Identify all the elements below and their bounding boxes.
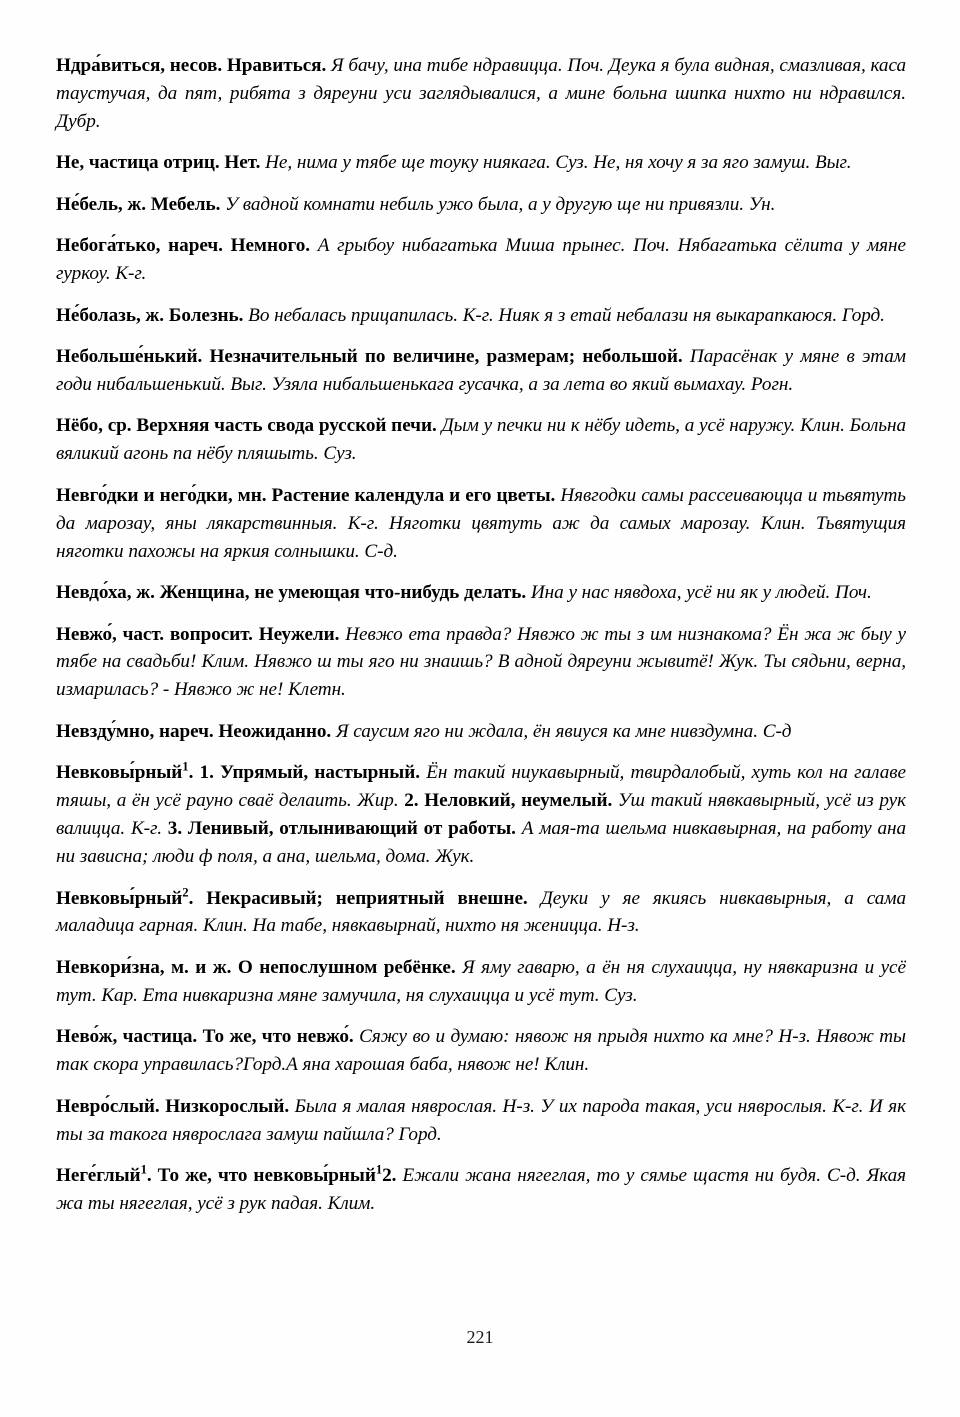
entry-quotations: Дым у печки ни к нёбу идеть, а усё наружу. Клин. Больна вяликий агонь па нёбу пляшыть. Суз.: [56, 415, 906, 465]
dictionary-entry: [56, 718, 906, 746]
dictionary-entry: [56, 482, 906, 566]
entry-quotations: Я яму гаварю, а ён ня слухаицца, ну нявкаризна и усё тут. Кар. Ета нивкаризна мяне замучила, ня слухаицца и усё тут. Суз.: [56, 956, 906, 1006]
dictionary-entry: [56, 621, 906, 705]
dictionary-entry: [56, 343, 906, 399]
entry-headword: Невго́дки и него́дки, мн. Растение календула и его цветы.: [56, 484, 556, 506]
entry-quotations: Невжо ета правда? Нявжо ж ты з им низнакома? Ён жа ж быу у тябе на свадьби! Клим. Нявжо ш ты яго ни знаишь? В адной дяреуни жывитё! Жук. Ты сядьни, верна, измарилась? - Нявжо ж не! Клетн.: [56, 623, 907, 701]
entry-quotations: А грыбоу нибагатька Миша прынес. Поч. Нябагатька сёлита у мяне гуркоу. К-г.: [56, 235, 906, 285]
entry-quotations: Я саусим яго ни ждала, ён явиуся ка мне нивздумна. С-д: [335, 720, 792, 742]
entry-headword: Невкори́зна, м. и ж. О непослушном ребёнке.: [56, 956, 456, 978]
dictionary-entry: [56, 191, 906, 219]
entry-quotations: У вадной комнати небиль ужо была, а у другую ще ни привязли. Ун.: [225, 193, 776, 215]
page-number: 221: [466, 1327, 494, 1347]
entry-headword: Невжо́, част. вопросит. Неужели.: [56, 623, 340, 645]
entry-quotations: Я бачу, ина тибе ндравицца. Поч. Деука я була видная, смазливая, каса таустучая, да пят, рибята з дяреуни уси заглядывалися, а мине больна шипка нихто ни ндравился. Дубр.: [56, 55, 906, 132]
entry-quotations: Не, нима у тябе ще тоуку ниякага. Суз. Не, ня хочу я за яго замуш. Выг.: [265, 152, 852, 174]
entry-column: [56, 52, 906, 1218]
dictionary-entry: [56, 1023, 906, 1079]
entry-headword: Нево́ж, частица. То же, что невжо́.: [56, 1026, 354, 1048]
entry-quotations: Парасёнак у мяне в этам годи нибальшенький. Выг. Узяла нибальшенькага гусачка, а за лета во який вымахау. Рогн.: [56, 346, 906, 395]
entry-headword: Небольше́нький. Незначительный по величине, размерам; небольшой.: [56, 346, 683, 367]
entry-quotations: Нявгодки самы рассеиваюцца и тьвятуть да марозау, яны лякарствинныя. К-г. Няготки цвятуть аж да самых марозау. Клин. Тьвятущия няготки пахожы на яркия солнышки. С-д.: [56, 484, 906, 562]
dictionary-entry: [56, 885, 906, 941]
entry-quote-sense-1: Ён такий ниукавырный, твирдалобый, хуть кол на галаве тяшы, а ён усё рауно сваё делаить. Жир.: [56, 762, 906, 812]
dictionary-entry: [56, 954, 906, 1010]
dictionary-entry: [56, 149, 906, 177]
entry-headword: Невдо́ха, ж. Женщина, не умеющая что-нибудь делать.: [56, 582, 527, 604]
entry-headword: Неге́глый$^1$. То же, что невковы́рный$^1$2.: [56, 1162, 397, 1186]
dictionary-entry: [56, 1093, 906, 1149]
entry-quotations: Ина у нас нявдоха, усё ни як у людей. Поч.: [530, 582, 872, 604]
dictionary-entry: [56, 232, 906, 288]
dictionary-entry: [56, 412, 906, 468]
entry-quotations: Была я малая няврослая. Н-з. У их парода такая, уси няврослыя. К-г. И як ты за такога няврослага замуш пайшла? Горд.: [56, 1095, 907, 1145]
entry-headword: Не́болазь, ж. Болезнь.: [56, 304, 244, 326]
dictionary-entry-multisense: [56, 759, 906, 871]
entry-headword: Невковы́рный$^1$. 1. Упрямый, настырный.: [56, 759, 420, 784]
entry-quotations: Во небалась прицапилась. К-г. Нияк я з етай небалази ня выкарапкаюся. Горд.: [248, 304, 885, 326]
dictionary-entry: [56, 302, 906, 330]
dictionary-entry: [56, 1162, 906, 1218]
entry-headword: Ндра́виться, несов. Нравиться.: [56, 55, 327, 76]
entry-quotations: Деуки у яе якиясь нивкавырныя, а сама маладица гарная. Клин. На табе, нявкавырнай, нихто ня женицца. Н-з.: [56, 887, 906, 937]
entry-quote-sense-3: А мая-та шельма нивкавырная, на работу ана ни зависна; люди ф поля, а ана, шельма, дома. Жук.: [56, 818, 907, 868]
entry-headword: Невковы́рный$^2$. Некрасивый; неприятный внешне.: [56, 885, 528, 909]
entry-headword: Небога́тько, нареч. Немного.: [56, 235, 310, 257]
sense-number-2: 2. Неловкий, неумелый.: [404, 790, 613, 812]
dictionary-entry: [56, 579, 906, 607]
sense-number-3: 3. Ленивый, отлынивающий от работы.: [167, 818, 516, 840]
entry-headword: Невро́слый. Низкорослый.: [56, 1095, 290, 1117]
entry-headword: Нёбо, ср. Верхняя часть свода русской печи.: [56, 415, 437, 437]
entry-headword: Невзду́мно, нареч. Неожиданно.: [56, 720, 332, 742]
entry-quotations: Сяжу во и думаю: нявож ня прыдя нихто ка мне? Н-з. Нявож ты так скора управилась?Горд.А яна харошая баба, нявож не! Клин.: [56, 1026, 907, 1076]
entry-quote-sense-2: Уш такий нявкавырный, усё из рук валицца. К-г.: [56, 790, 907, 840]
entry-headword: Не, частица отриц. Нет.: [56, 152, 261, 174]
entry-quotations: Ежали жана нягеглая, то у сямье щастя ни будя. С-д. Якая жа ты нягеглая, усё з рук падая. Клим.: [56, 1165, 906, 1214]
dictionary-entry: [56, 52, 906, 136]
entry-headword: Не́бель, ж. Мебель.: [56, 193, 221, 215]
